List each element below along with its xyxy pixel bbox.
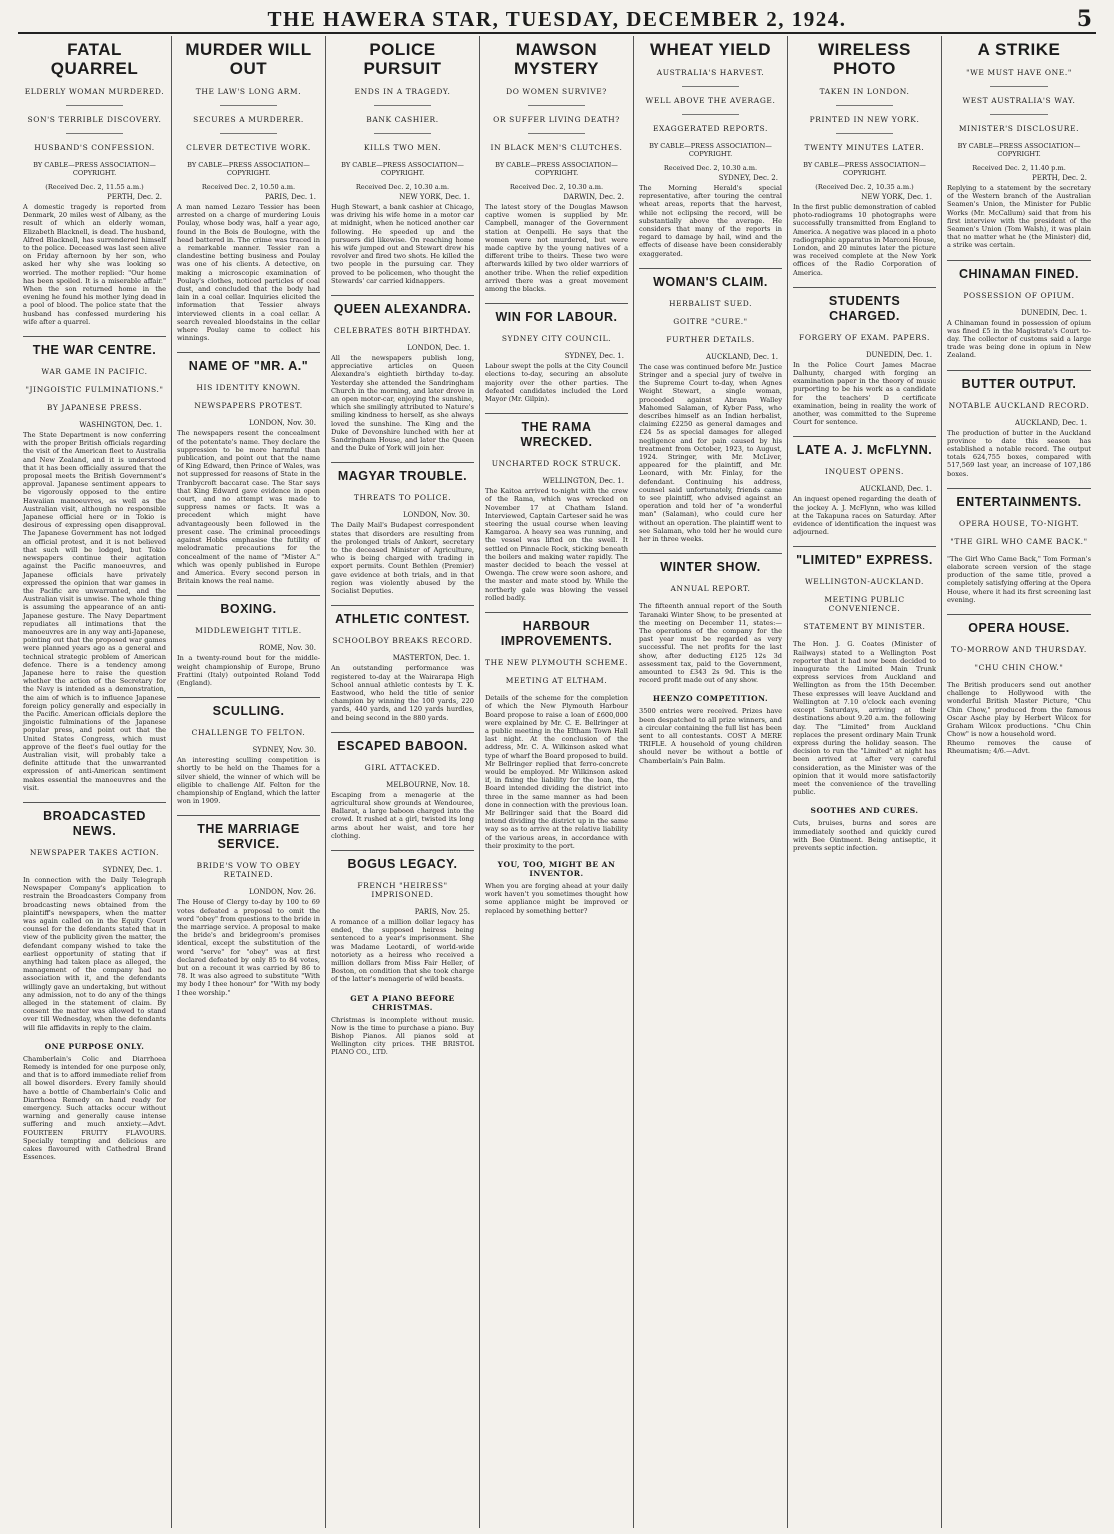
sub-headline: THE NEW PLYMOUTH SCHEME. [485, 658, 628, 668]
article-body: In connection with the Daily Telegraph Newspaper Company's application to restrain the Broadcasters Company from broadcasting news obtained from the plaintiff's newspapers, when the matter was again called on in the Equity Court counsel for the defendants stated that in view of the publicity given the matter, the defendant company wished to take the earliest opportunity of stating that if anything had taken place as alleged, the management of the company had no association with it, and the defendants willingly gave an undertaking, but without any admission, not to do any of the things alleged in the statement of claim. By consent the matter was allowed to stand over till Wednesday, when the defendants will file affidavits in reply to the claim. [23, 875, 166, 1032]
article-headline: A STRIKE [977, 40, 1061, 59]
sub-headline: ANNUAL REPORT. [670, 584, 751, 594]
advert-title: HEENZO COMPETITION. [652, 694, 769, 704]
advert-body: Rheumo removes the cause of Rheumatism; 4/6.—Advt. [947, 738, 1091, 755]
sub-headline: NEWSPAPERS PROTEST. [194, 401, 303, 411]
dateline: LONDON, Nov. 30. [402, 511, 470, 520]
article-headline: MAGYAR TROUBLE. [331, 462, 474, 484]
dateline: AUCKLAND, Dec. 1. [1015, 418, 1087, 427]
article-body: The Kaitoa arrived to-night with the crew of the Rama, which was wrecked on November 17 at Chatham Island. Interviewed, Captain Carteser said he was steering the usual course when leaving Kamgaroa. A heavy sea was running, and the vessel was lifted on the swell. It settled on Pinnacle Rock, sticking beneath the boilers and making water rapidly. The master decided to beach the vessel at Owenga. The crew were soon ashore, and the master and mate stood by. While the northerly gale was blowing the vessel rolled badly. [485, 487, 628, 602]
article-body: The case was continued before Mr. Justice Stringer and a special jury of twelve in the Supreme Court to-day, when Agnes Weight Stewart, a single woman, proceeded against Abram Walley Mahomed Salaman, of Kyber Pass, who describes himself as an Indian herbalist, claiming £2250 as general damages and £24 5s as special damages for alleged negligence and for pain caused by his treatment from October, 1923, to August, 1924. Stringer, with Mr. McLiver, appeared for the plaintiff, and Mr. Leonard, with Mr. Finlay, for the defendant. Continuing his address, counsel said unfortunately, friends came to see plaintiff, who advised against an operation and told her of "a wonderful man" (Salaman), who could cure her without an operation. The plaintiff went to see Salaman, who told her he would cure her in three weeks. [639, 362, 782, 544]
sub-headline: FORGERY OF EXAM. PAPERS. [799, 332, 930, 342]
article-headline: BROADCASTED NEWS. [23, 802, 166, 839]
page-number: 5 [1076, 6, 1092, 32]
article-headline: THE MARRIAGE SERVICE. [177, 815, 320, 852]
sub-headline: POSSESSION OF OPIUM. [963, 290, 1075, 300]
article-body: All the newspapers publish long, appreciative articles on Queen Alexandra's eightieth birthday to-day. Yesterday she attended the Sandringham Church in the morning, and later drove in an open motor-car, enjoying the sunshine, which she smilingly attributed to Nature's smiling kindness to herself, as she always loved the sunshine. The King and the Duke of Devonshire lunched with her at Sandringham House, and later the Queen and the Duke of York will join her. [331, 354, 474, 453]
sub-headline: WELL ABOVE THE AVERAGE. [645, 96, 776, 105]
credit-line: BY CABLE—PRESS ASSOCIATION—COPYRIGHT. [495, 161, 618, 177]
advert-title: YOU, TOO, MIGHT BE AN INVENTOR. [497, 859, 616, 878]
article-body: The Daily Mail's Budapest correspondent states that disorders are resulting from the prolonged trials of Ankert, secretary to the deceased Minister of Agriculture, who is being charged with trading in export permits. Count Bethlen (Premier) gave evidence at both trials, and in that region was violently abused by the Socialist Deputies. [331, 521, 474, 596]
credit-line: BY CABLE—PRESS ASSOCIATION—COPYRIGHT. [957, 142, 1081, 158]
dateline: LONDON, Dec. 1. [407, 344, 470, 353]
column-3 [326, 36, 480, 1528]
masthead [18, 6, 1096, 34]
credit-line: BY CABLE—PRESS ASSOCIATION—COPYRIGHT. [803, 161, 926, 177]
article-headline: POLICE PURSUIT [363, 40, 442, 78]
sub-headline: KILLS TWO MEN. [363, 143, 442, 152]
advert-title: SOOTHES AND CURES. [810, 806, 919, 816]
article-body: The Morning Herald's special representative, after touring the central wheat areas, reports that the harvest, while not eclipsing the record, will be substantially above the average. He considers that many of the reports in regard to damage by hail, wind and the effects of disease have been considerably exaggerated. [639, 184, 782, 258]
dateline: LONDON, Nov. 26. [248, 888, 316, 897]
article-headline: CHINAMAN FINED. [947, 260, 1091, 282]
received-line: (Received Dec. 2, 10.35 a.m.) [815, 183, 914, 191]
article-headline: NAME OF "MR. A." [177, 352, 320, 374]
sub-headline: EXAGGERATED REPORTS. [652, 124, 769, 133]
article-headline: BOXING. [177, 595, 320, 617]
sub-headline: INQUEST OPENS. [825, 467, 904, 477]
article-body: Details of the scheme for the completion of which the New Plymouth Harbour Board propose to raise a loan of £600,000 were explained by Mr. C. E. Bellringer at a public meeting in the Eltham Town Hall last night. At the conclusion of the address, Mr. C. A. Wilkinson asked what type of wharf the Board proposed to build. Mr Bellringer replied that ferro-concrete would be employed. Mr Wilkinson asked if, in fixing the liability for the loan, the Board intended dividing the district into three in the same manner as had been done in connection with the previous loan. Mr Bellringer said that the Board did intend dividing the district up in the same way so as to arrive at the relative liability of the various areas, in accordance with their proximity to the port. [485, 694, 628, 850]
article-body: Hugh Stewart, a bank cashier at Chicago, was driving his wife home in a motor car at midnight, when he noticed another car following. He speeded up and the pursuers did likewise. On reaching home his wife jumped out and Stewart drew his revolver and fired two shots. He killed the two people in the pursuing car. They proved to be policemen, who thought the Stewards' car carried kidnappers. [331, 203, 474, 285]
column-4 [480, 36, 634, 1528]
article-headline: ENTERTAINMENTS. [947, 488, 1091, 510]
sub-headline: PRINTED IN NEW YORK. [809, 115, 920, 124]
article-body: A Chinaman found in possession of opium was fined £5 in the Magistrate's Court to-day. The collector of customs said a large trade was being done in opium in New Zealand. [947, 318, 1091, 360]
advert-title: GET A PIANO BEFORE CHRISTMAS. [350, 993, 455, 1012]
article-body: Escaping from a menagerie at the agricultural show grounds at Wendouree, Ballarat, a large baboon charged into the crowd. It rushed at a girl, twisted its long arms about her waist, and tore her clothing. [331, 790, 474, 840]
article-body: Labour swept the polls at the City Council elections to-day, securing an absolute majority over the other parties. The defeated candidates included the Lord Mayor (Mr. Gilpin). [485, 362, 628, 404]
dateline: PARIS, Nov. 25. [414, 907, 470, 916]
received-line: (Received Dec. 2, 11.55 a.m.) [45, 183, 144, 191]
article-body: "The Girl Who Came Back," Tom Forman's elaborate screen version of the stage production of the same title, proved a completely satisfying offering at the Opera House, where it had its first screening last evening. [947, 554, 1091, 604]
dateline: SYDNEY, Dec. 1. [102, 865, 162, 874]
article-headline: STUDENTS CHARGED. [793, 287, 936, 324]
dateline: WELLINGTON, Dec. 1. [542, 477, 624, 486]
article-body: The newspapers resent the concealment of the potentate's name. They declare the suppression to be more harmful than publication, and point out that the name of King Edward, then Prince of Wales, was not suppressed for reasons of State in the Tranbycroft baccarat case. The Star says that King Edward gave evidence in open court, and no attempt was made to suppress names or facts. It was a precedent which might have advantageously been followed in the present case. The criminal proceedings against Hobbs emphasise the futility of melodramatic precautions for the concealment of the name of "Mister A." which was openly published in Europe and America. Every second person in Britain knows the real name. [177, 429, 320, 586]
article-body: The production of butter in the Auckland province to date this season has established a notable record. The output totals 624,755 boxes, compared with 517,569 last year, an increase of 107,186 boxes. [947, 428, 1091, 478]
dateline: ROME, Nov. 30. [259, 644, 316, 653]
sub-headline: TO-MORROW AND THURSDAY. [951, 645, 1087, 655]
credit-line: BY CABLE—PRESS ASSOCIATION—COPYRIGHT. [33, 161, 156, 177]
columns-container [18, 36, 1096, 1528]
divider [220, 105, 277, 106]
article-headline: WHEAT YIELD [649, 40, 772, 59]
article-headline: WIRELESS PHOTO [818, 40, 911, 78]
sub-headline: "WE MUST HAVE ONE." [966, 68, 1072, 77]
credit-line: BY CABLE—PRESS ASSOCIATION—COPYRIGHT. [341, 161, 464, 177]
article-headline: LATE A. J. McFLYNN. [793, 436, 936, 458]
article-headline: FATAL QUARREL [50, 40, 139, 78]
dateline: MELBOURNE, Nov. 18. [386, 780, 470, 789]
sub-headline: TWENTY MINUTES LATER. [804, 143, 925, 152]
column-6 [788, 36, 942, 1528]
article-headline: OPERA HOUSE. [947, 614, 1091, 636]
article-headline: ESCAPED BABOON. [331, 732, 474, 754]
sub-headline: SON'S TERRIBLE DISCOVERY. [27, 115, 162, 124]
article-headline: BUTTER OUTPUT. [947, 370, 1091, 392]
article-headline: WIN FOR LABOUR. [485, 303, 628, 325]
column-2 [172, 36, 326, 1528]
credit-line: BY CABLE—PRESS ASSOCIATION—COPYRIGHT. [187, 161, 310, 177]
dateline: DUNEDIN, Dec. 1. [1020, 308, 1087, 317]
sub-headline: CELEBRATES 80TH BIRTHDAY. [333, 326, 472, 336]
sub-headline: DO WOMEN SURVIVE? [506, 87, 607, 96]
divider [66, 105, 123, 106]
sub-headline: FRENCH "HEIRESS" IMPRISONED. [357, 880, 448, 899]
received-line: Received Dec. 2, 10.30 a.m. [355, 183, 450, 191]
sub-headline: BRIDE'S VOW TO OBEY RETAINED. [196, 861, 301, 880]
sub-headline: HIS IDENTITY KNOWN. [196, 383, 301, 393]
sub-headline: "CHU CHIN CHOW." [974, 663, 1064, 673]
divider [374, 105, 431, 106]
advert-body: Cuts, bruises, burns and sores are immediately soothed and quickly cured with Bee Ointment. Being antiseptic, it prevents septic infection. [793, 819, 936, 852]
divider [528, 105, 585, 106]
sub-headline: NOTABLE AUCKLAND RECORD. [948, 400, 1090, 410]
article-body: In the first public demonstration of cabled photo-radiograms 10 photographs were successfully transmitted from England to America. A negative was placed in a photo radiographic apparatus in Marconi House, London, and 20 minutes later the picture was received complete at the New York offices of the Radio Corporation of America. [793, 203, 936, 277]
article-body: A man named Lezaro Tessier has been arrested on a charge of murdering Louis Poulay, whose body was, half a year ago, found in the Bois de Boulogne, with the head battered in. The crime was traced in a remarkable manner. Tessier ran a clandestine betting business and Poulay was one of his clients. A detective, on making a microscopic examination of Poulay's clothes, noticed particles of coal dust, and concluded that the body had lain in a coal cellar. Inquiries elicited the information that Tessier always interviewed clients in a coal cellar. A search revealed bloodstains in the cellar where Poulay came to collect his winnings. [177, 203, 320, 343]
advert-body: Christmas is incomplete without music. Now is the time to purchase a piano. Buy Bishop Pianos. All pianos sold at Wellington city prices. THE BRISTOL PIANO CO., LTD. [331, 1015, 474, 1057]
sub-headline: TAKEN IN LONDON. [819, 87, 910, 96]
sub-headline: "THE GIRL WHO CAME BACK." [950, 536, 1088, 546]
sub-headline: CHALLENGE TO FELTON. [191, 728, 306, 738]
received-line: Received Dec. 2, 10.30 a.m. [509, 183, 604, 191]
divider [528, 133, 585, 134]
sub-headline: MINISTER'S DISCLOSURE. [958, 124, 1080, 133]
sub-headline: WAR GAME IN PACIFIC. [41, 367, 148, 377]
article-headline: QUEEN ALEXANDRA. [331, 295, 474, 317]
dateline: PERTH, Dec. 2. [1032, 174, 1087, 182]
sub-headline: SECURES A MURDERER. [193, 115, 304, 124]
sub-headline: THREATS TO POLICE. [353, 493, 452, 503]
sub-headline: ENDS IN A TRAGEDY. [354, 87, 451, 96]
article-headline: WINTER SHOW. [639, 553, 782, 575]
article-body: A romance of a million dollar legacy has ended, the supposed heiress being sentenced to a year's imprisonment. She was Madame Leotardi, of world-wide notoriety as a heiress who received a million dollars from Miss Fair Heller, of Boston, on condition that she took charge of the latter's menagerie of wild beasts. [331, 917, 474, 984]
article-body: A domestic tragedy is reported from Denmark, 20 miles west of Albany, as the result of which an elderly woman, Elizabeth Blacknell, is dead. The husband, Alfred Blacknell, has surrendered himself to the police. Deceased was last seen alive on Friday afternoon by her son, who asked her why she was looking so worried. The mother replied: "Our home has been spoiled. It is a miserable affair." When the son returned home in the evening he found his mother lying dead in a pool of blood. The police state that the husband has confessed murdering his wife after a quarrel. [23, 203, 166, 326]
column-7 [942, 36, 1096, 1528]
dateline: AUCKLAND, Dec. 1. [860, 485, 932, 494]
article-body: An outstanding performance was registered to-day at the Wairarapa High School annual athletic contests by T. K. Eastwood, who held the title of senior champion by winning the 100 yards, 220 yards, 440 yards, and 120 yards hurdles, and being second in the 880 yards. [331, 664, 474, 722]
article-headline: ATHLETIC CONTEST. [331, 605, 474, 627]
divider [990, 114, 1048, 115]
dateline: SYDNEY, Nov. 30. [252, 746, 316, 755]
sub-headline: SYDNEY CITY COUNCIL. [501, 334, 612, 344]
advert-title: ONE PURPOSE ONLY. [44, 1041, 145, 1051]
sub-headline: WEST AUSTRALIA'S WAY. [962, 96, 1076, 105]
article-headline: HARBOUR IMPROVEMENTS. [485, 612, 628, 649]
sub-headline: MEETING PUBLIC CONVENIENCE. [824, 595, 905, 614]
sub-headline: UNCHARTED ROCK STRUCK. [491, 459, 622, 469]
dateline: NEW YORK, Dec. 1. [399, 193, 470, 201]
sub-headline: ELDERLY WOMAN MURDERED. [24, 87, 165, 96]
article-body: The fifteenth annual report of the South Taranaki Winter Show, to be presented at the meeting on December 11, states:— The operations of the company for the past year must be regarded as very successful. The net profits for the last show, after deducting £125 12s 3d assessment tax, paid to the Government, amounted to £343 2s 9d. This is the record profit made out of any show. [639, 602, 782, 685]
sub-headline: HUSBAND'S CONFESSION. [34, 143, 155, 152]
dateline: MASTERTON, Dec. 1. [392, 654, 470, 663]
article-headline: "LIMITED" EXPRESS. [793, 546, 936, 568]
advert-body: 3500 entries were received. Prizes have been despatched to all prize winners, and a circular containing the full list has been sent to all contestants. COST A MERE TRIFLE. A household of young children should never be without a bottle of Chamberlain's Pain Balm. [639, 707, 782, 765]
dateline: LONDON, Nov. 30. [248, 419, 316, 428]
column-1 [18, 36, 172, 1528]
article-body: An interesting sculling competition is shortly to be held on the Thames for a silver shield, the winner of which will be eligible to challenge Alf. Felton for the championship of England, which the latter won in 1909. [177, 756, 320, 806]
article-body: In a twenty-round bout for the middle-weight championship of Europe, Bruno Frattini (Italy) outpointed Roland Todd (England). [177, 654, 320, 687]
divider [836, 133, 893, 134]
divider [990, 86, 1048, 87]
sub-headline: STATEMENT BY MINISTER. [803, 622, 926, 632]
sub-headline: HERBALIST SUED. [668, 298, 753, 308]
sub-headline: GIRL ATTACKED. [364, 762, 441, 772]
article-body: The Hon. J. G. Coates (Minister of Railways) stated to a Wellington Post reporter that it had now been decided to inaugurate the Limited Main Trunk express services from Auckland and Wellington as from the 15th December. These expresses will leave Auckland and Wellington at 7.10 o'clock each evening except Saturdays, arriving at their destinations about 9.20 a.m. the following day. The "Limited" from Auckland replaces the present ordinary Main Trunk express during the holiday season. The decision to run the "Limited" at night has been arrived at after very careful consideration, as the Minister was of the opinion that it would more satisfactorily meet the convenience of the travelling public. [793, 640, 936, 797]
article-headline: MAWSON MYSTERY [513, 40, 600, 78]
sub-headline: FURTHER DETAILS. [666, 334, 755, 344]
article-body: The latest story of the Douglas Mawson captive women is supplied by Mr. Campbell, manager of the Government station at Oenpelli. He says that the women were not murdered, but were made captive by the young natives of a different tribe to theirs. These two were afterwards killed by two older warriors of another tribe. When the relief expedition arrived there was a great movement among the blacks. [485, 203, 628, 294]
column-5 [634, 36, 788, 1528]
sub-headline: SCHOOLBOY BREAKS RECORD. [332, 636, 473, 646]
sub-headline: WELLINGTON-AUCKLAND. [804, 577, 925, 587]
credit-line: BY CABLE—PRESS ASSOCIATION—COPYRIGHT. [649, 142, 772, 158]
dateline: AUCKLAND, Dec. 1. [706, 352, 778, 361]
sub-headline: MEETING AT ELTHAM. [505, 676, 608, 686]
received-line: Received Dec. 2, 10.30 a.m. [663, 164, 758, 172]
dateline: PARIS, Dec. 1. [265, 193, 316, 201]
divider [682, 86, 739, 87]
article-headline: THE RAMA WRECKED. [485, 413, 628, 450]
dateline: NEW YORK, Dec. 1. [861, 193, 932, 201]
sub-headline: BY JAPANESE PRESS. [46, 403, 143, 413]
article-body: The British producers send out another challenge to Hollywood with the wonderful British Master Picture, "Chu Chin Chow," produced from the famous Oscar Asche play by Herbert Wilcox for Graham Wilcox productions. "Chu Chin Chow" is now a household word. [947, 681, 1091, 739]
sub-headline: OPERA HOUSE, TO-NIGHT. [958, 518, 1079, 528]
sub-headline: CLEVER DETECTIVE WORK. [186, 143, 311, 152]
sub-headline: MIDDLEWEIGHT TITLE. [195, 626, 302, 636]
divider [836, 105, 893, 106]
article-body: The State Department is now conferring with the proper British officials regarding the visit of the American fleet to Australia and New Zealand, and it is understood that it has been officially assured that the proposal meets the British Government's approval. Japanese sentiment appears to be vigorously opposed to the entire Hawaiian manoeuvres, as well as the Australian visit, although no responsible Japanese official here or in Tokio is desirous of expressing open disapproval. The Japanese Government has not lodged an official protest, and it is not believed that such will be lodged, but Tokio newspapers continue their agitation against the Pacific manoeuvres, and Japanese officials have privately expressed the opinion that war games in the Pacific are unwarranted, and the Australian visit is unwise. The whole thing is assuming the appearance of an anti-Japanese gesture. The Navy Department repudiates all intimations that the manoeuvres are in any way anti-Japanese, pointing out that the proposed war games were planned years ago as a general and technical strategic problem of American defence. There is a tendency among Japanese here to raise the question whether the action of the Secretary for the Navy is intended as a demonstration, the aim of which is to influence Japanese foreign policy generally and especially in the Pacific. American officials deplore the jingoistic fulminations of the Japanese popular press, and point out that the United States Congress, which must approve of the fleet's fuel outlay for the Australian visit, will probably take a definite attitude that the unwarranted expression of anti-American sentiment makes essential the manoeuvres and the visit. [23, 431, 166, 792]
sub-headline: THE LAW'S LONG ARM. [195, 87, 302, 96]
sub-headline: GOITRE "CURE." [673, 316, 748, 326]
article-headline: BOGUS LEGACY. [331, 850, 474, 872]
article-body: In the Police Court James Macrae Dalhunty, charged with forging an examination paper in the theory of music purporting to be his work as a candidate for the teachers' D certificate examination, being in reality the work of another, was committed to the Supreme Court for sentence. [793, 360, 936, 427]
article-body: An inquest opened regarding the death of the jockey A. J. McFlynn, who was killed at the Takapuna races on Saturday. After evidence of identification the inquest was adjourned. [793, 495, 936, 537]
article-headline: THE WAR CENTRE. [23, 336, 166, 358]
dateline: SYDNEY, Dec. 1. [564, 352, 624, 361]
masthead-title: THE HAWERA STAR, TUESDAY, DECEMBER 2, 1924. [267, 6, 847, 31]
sub-headline: IN BLACK MEN'S CLUTCHES. [490, 143, 623, 152]
sub-headline: OR SUFFER LIVING DEATH? [493, 115, 620, 124]
article-body: Replying to a statement by the secretary of the Western branch of the Australian Seamen's Union, the Minister for Public Works (Mr. McCallum) said that from his first interview with the president of the Seamen's Union (Tom Walsh), it was plain that no matter what he (the Minister) did, a strike was certain. [947, 184, 1091, 250]
dateline: SYDNEY, Dec. 2. [718, 174, 778, 182]
received-line: Received Dec. 2, 11.40 p.m. [972, 164, 1066, 172]
article-headline: SCULLING. [177, 697, 320, 719]
sub-headline: NEWSPAPER TAKES ACTION. [29, 847, 160, 857]
dateline: PERTH, Dec. 2. [107, 193, 162, 201]
article-headline: WOMAN'S CLAIM. [639, 268, 782, 290]
received-line: Received Dec. 2, 10.50 a.m. [201, 183, 296, 191]
divider [682, 114, 739, 115]
advert-body: Chamberlain's Colic and Diarrhoea Remedy is intended for one purpose only, and that is to afford immediate relief from all bowel disorders. Every family should have a bottle of Chamberlain's Colic and Diarrhoea Remedy on hand ready for emergency. Such attacks occur without warning and generally cause intense suffering and much anxiety.—Advt. FOURTEEN FRUITY FLAVOURS. Specially tempting and delicious are cakes flavoured with Cathedral Brand Essences. [23, 1054, 166, 1162]
advert-body: When you are forging ahead at your daily work haven't you sometimes thought how some appliance might be improved or replaced by something better? [485, 881, 628, 915]
article-headline: MURDER WILL OUT [185, 40, 312, 78]
sub-headline: "JINGOISTIC FULMINATIONS." [25, 385, 164, 395]
dateline: WASHINGTON, Dec. 1. [79, 421, 162, 430]
divider [374, 133, 431, 134]
sub-headline: BANK CASHIER. [366, 115, 439, 124]
divider [66, 133, 123, 134]
divider [220, 133, 277, 134]
article-body: The House of Clergy to-day by 100 to 69 votes defeated a proposal to omit the word "obey" from questions to the bride in the marriage service. A proposal to make the bride's and bridegroom's promises identical, except the substitution of the word "serve" for "obey" was at first declared defeated by only 85 to 84 votes, but on a recount it was carried by 86 to 78. It was also agreed to substitute "With my body I thee honour" for "With my body I thee worship." [177, 898, 320, 997]
sub-headline: AUSTRALIA'S HARVEST. [656, 68, 765, 77]
dateline: DUNEDIN, Dec. 1. [865, 350, 932, 359]
dateline: DARWIN, Dec. 2. [563, 193, 624, 201]
